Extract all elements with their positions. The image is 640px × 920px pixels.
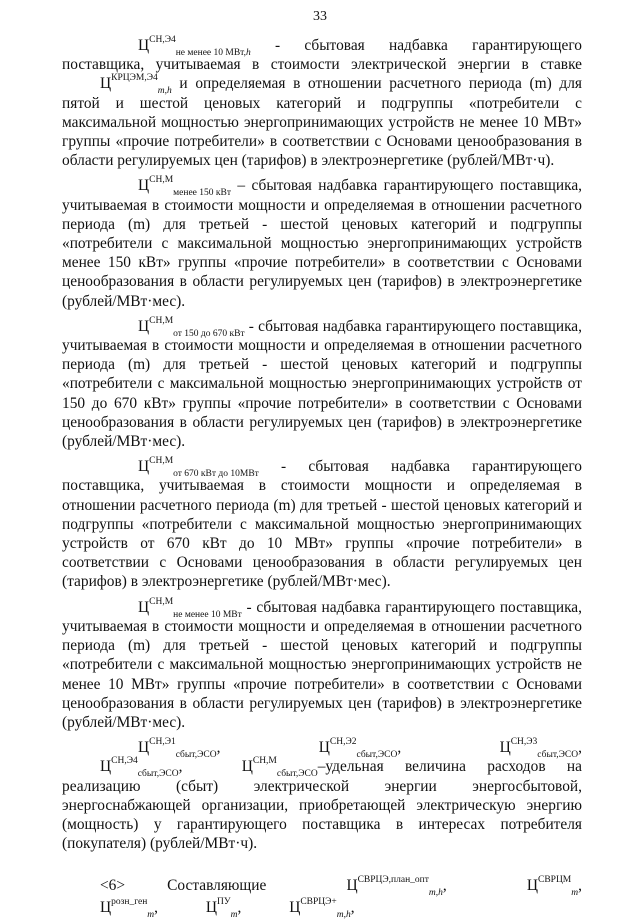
formula-symbol: $Ц^{СН,Э4}_{сбыт,ЭСО}$ (100, 756, 179, 780)
definition-paragraph: $Ц^{СН,М}_{от 150 до 670 кВт}$ - сбытовая надбавка гарантирующего поставщика, учитываемая в стоимости мощности и определяемая в отношении расчетного периода (m) для третьей - шестой ценовых категорий и подгруппы «потребители с максимальной мощностью энергопринимающих устройств от 150 до 670 кВт» группы «прочие потребители» в соответствии с Основами ценообразования в области регулируемых цен (тарифов) в электроэнергетике (рублей/МВт·мес). (62, 315, 582, 451)
formula-symbol: $Ц^{КРЦЭМ,Э4}_{m,h}$ (100, 73, 172, 97)
formula-symbol: $Ц^{СН,М}_{от 670 кВт до 10МВт}$ (138, 456, 259, 480)
definition-paragraph: $Ц^{СН,Э1}_{сбыт,ЭСО}$, $Ц^{СН,Э2}_{сбыт,ЭСО}$, $Ц^{СН,Э3}_{сбыт,ЭСО}$, $Ц^{СН,Э4}_{сбыт,ЭСО}$, $Ц^{СН,М}_{сбыт,ЭСО}$–удельная величина расходов на реализацию (сбыт) электрической энергии энергосбытовой, энергоснабжающей организации, приобретающей электрическую энергию (мощность) у гарантирующего поставщика в интересах потребителя (покупателя) (рублей/МВт·ч). (62, 737, 582, 853)
components-line: <6> Составляющие $Ц^{СВРЦЭ,план\_опт}_{m,h}$, $Ц^{СВРЦМ}_m$, $Ц^{розн\_ген}_m$, $Ц^{ПУ}_m$, $Ц^{СВРЦЭ+}_{m,h}$, (62, 875, 582, 919)
definition-paragraph: $Ц^{СН,М}_{менее 150 кВт}$ – сбытовая надбавка гарантирующего поставщика, учитываемая в стоимости мощности и определяемая в отношении расчетного периода (m) для третьей - шестой ценовых категорий и подгруппы «потребители с максимальной мощностью энергопринимающих устройств менее 150 кВт» группы «прочие потребители» в соответствии с Основами ценообразования в области регулируемых цен (тарифов) в электроэнергетике (рублей/МВт·мес). (62, 175, 582, 310)
formula-symbol: $Ц^{розн\_ген}_m$ (100, 897, 155, 920)
formula-symbol: $Ц^{СН,Э3}_{сбыт,ЭСО}$ (499, 737, 579, 761)
page-number: 33 (313, 9, 327, 24)
formula-symbol: $Ц^{СН,Э2}_{сбыт,ЭСО}$ (318, 737, 398, 761)
formula-symbol: $Ц^{СВРЦМ}_m$ (526, 875, 579, 899)
formula-symbol: $Ц^{СВРЦЭ+}_{m,h}$ (289, 897, 351, 920)
definition-paragraph: $Ц^{СН,М}_{не менее 10 МВт}$ - сбытовая надбавка гарантирующего поставщика, учитываемая в стоимости мощности и определяемая в отношении расчетного периода (m) для третьей - шестой ценовых категорий и подгруппы «потребители с максимальной мощностью энергопринимающих устройств не менее 10 МВт» группы «прочие потребители» в соответствии с Основами ценообразования в области регулируемых цен (тарифов) в электроэнергетике (рублей/МВт·мес). (62, 596, 582, 731)
formula-symbol: $Ц^{СН,М}_{не менее 10 МВт}$ (138, 596, 242, 620)
formula-symbol: $Ц^{СН,М}_{от 150 до 670 кВт}$ (138, 315, 245, 339)
document-body (62, 36, 582, 919)
footnote-label: <6> Составляющие (100, 877, 267, 895)
formula-symbol: $Ц^{СН,Э4}_{не менее 10 МВт,h}$ (138, 35, 251, 58)
formula-symbol: $Ц^{СН,М}_{сбыт,ЭСО}$ (241, 756, 318, 780)
formula-symbol: $Ц^{ПУ}_m$ (205, 897, 238, 920)
definition-paragraph: $Ц^{СН,М}_{от 670 кВт до 10МВт}$ - сбытовая надбавка гарантирующего поставщика, учитываемая в стоимости мощности и определяемая в отношении расчетного периода (m) для третьей - шестой ценовых категорий и подгруппы «потребители с максимальной мощностью энергопринимающих устройств от 670 кВт до 10 МВт» группы «прочие потребители» в соответствии с Основами ценообразования в области регулируемых цен (тарифов) в электроэнергетике (рублей/МВт·мес). (62, 456, 582, 591)
formula-symbol: $Ц^{СВРЦЭ,план\_опт}_{m,h}$ (346, 875, 443, 899)
formula-symbol: $Ц^{СН,Э1}_{сбыт,ЭСО}$ (138, 737, 217, 761)
definition-paragraph: $Ц^{СН,Э4}_{не менее 10 МВт,h}$ - сбытовая надбавка гарантирующего поставщика, учитываемая в стоимости электрической энергии в ставке $Ц^{КРЦЭМ,Э4}_{m,h}$ и определяемая в отношении расчетного периода (m) для пятой и шестой ценовых категорий и подгруппы «потребители с максимальной мощностью энергопринимающих устройств не менее 10 МВт» группы «прочие потребители» в соответствии с Основами ценообразования в области регулируемых цен (тарифов) в электроэнергетике (рублей/МВт·ч). (62, 35, 582, 170)
formula-symbol: $Ц^{СН,М}_{менее 150 кВт}$ (138, 175, 232, 199)
